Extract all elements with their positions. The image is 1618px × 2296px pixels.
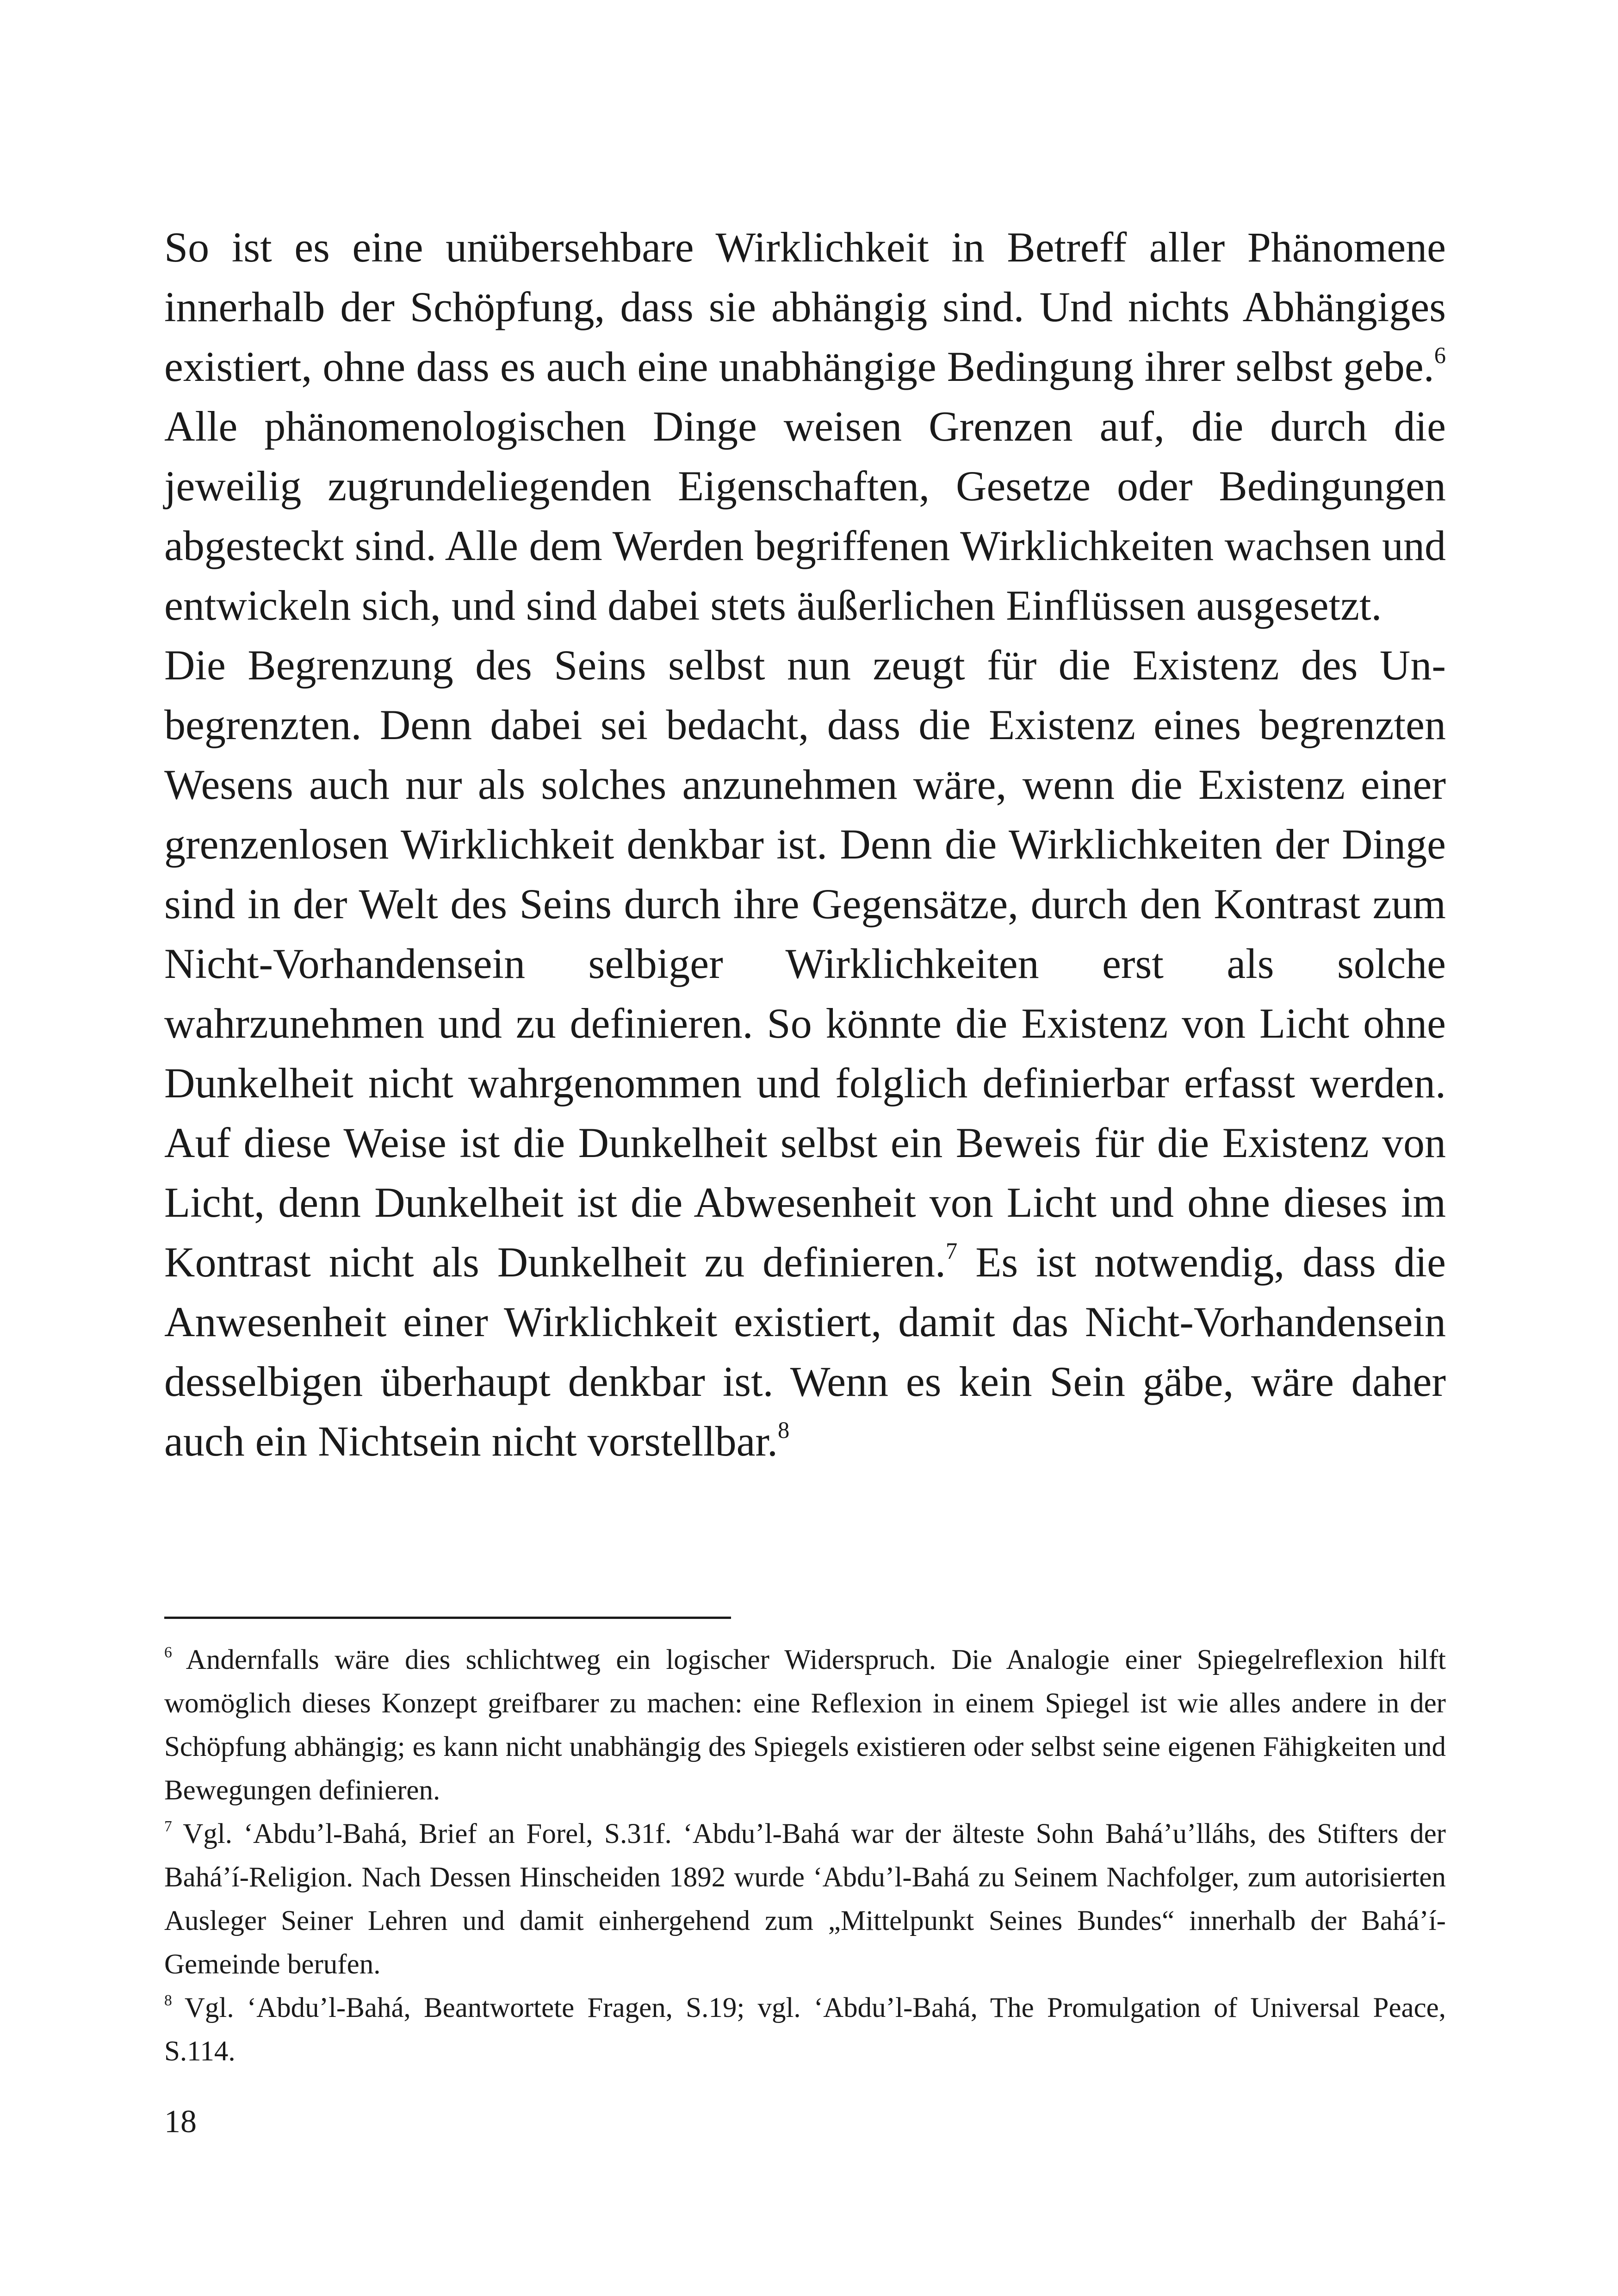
main-text bbox=[164, 218, 1446, 1471]
footnote-text: Vgl. ‘Abdu’l-Bahá, Brief an Forel, S.31f. ‘Abdu’l-Bahá war der älteste Sohn Bahá’u’lláhs, des Stifters der Bahá’í-Religion. Nach Dessen Hinscheiden 1892 wurde ‘Abdu’l-Bahá zu Seinem Nachfolger, zum autorisierten Ausleger Seiner Lehren und damit einhergehend zum „Mittelpunkt Seines Bundes“ innerhalb der Bahá’í-Gemeinde berufen. bbox=[164, 1818, 1446, 1980]
paragraph-2-text-b: Es ist notwendig, dass die Anwesenheit einer Wirklichkeit existiert, damit das Nicht-Vorhandensein desselbigen überhaupt denkbar ist. Wenn es kein Sein gäbe, wäre daher auch ein Nichtsein nicht vorstellbar. bbox=[164, 1238, 1446, 1465]
paragraph-1-text-a: So ist es eine unübersehbare Wirklichkeit in Betreff aller Phänomene innerhalb der Schöpfung, dass sie abhängig sind. Und nichts Abhängiges existiert, ohne dass es auch eine unabhängige Bedingung ihrer selbst gebe. bbox=[164, 224, 1446, 390]
footnote-number: 6 bbox=[164, 1643, 172, 1661]
footnote-text: Vgl. ‘Abdu’l-Bahá, Beantwortete Fragen, S.19; vgl. ‘Abdu’l-Bahá, The Promulgation of Universal Peace, S.114. bbox=[164, 1992, 1446, 2067]
footnote bbox=[164, 1812, 1446, 1986]
footnotes bbox=[164, 1638, 1446, 2073]
paragraph-2-text-a: Die Begrenzung des Seins selbst nun zeugt für die Existenz des Unbegrenzten. Denn dabei sei bedacht, dass die Existenz eines begrenzten Wesens auch nur als solches anzunehmen wäre, wenn die Existenz einer grenzenlosen Wirklichkeit denkbar ist. Denn die Wirklichkeiten der Dinge sind in der Welt des Seins durch ihre Gegensätze, durch den Kontrast zum Nicht-Vorhandensein selbiger Wirklichkeiten erst als solche wahrzunehmen und zu definieren. So könnte die Existenz von Licht ohne Dunkelheit nicht wahrgenommen und folglich definierbar erfasst werden. Auf diese Weise ist die Dunkelheit selbst ein Beweis für die Existenz von Licht, denn Dunkelheit ist die Abwesenheit von Licht und ohne dieses im Kontrast nicht als Dunkelheit zu definieren. bbox=[164, 641, 1446, 1286]
footnote bbox=[164, 1986, 1446, 2073]
paragraph-1 bbox=[164, 218, 1446, 635]
paragraph-2 bbox=[164, 635, 1446, 1471]
footnote bbox=[164, 1638, 1446, 1812]
page-number: 18 bbox=[164, 2104, 197, 2140]
footnote-ref-6: 6 bbox=[1434, 342, 1446, 369]
paragraph-1-text-b: Alle phänomenologischen Dinge weisen Grenzen auf, die durch die jeweilig zugrundeliegenden Eigenschaften, Gesetze oder Bedingungen abgesteckt sind. Alle dem Werden begriffenen Wirklichkeiten wachsen und entwickeln sich, und sind dabei stets äußerlichen Einflüssen ausgesetzt. bbox=[164, 403, 1446, 629]
footnote-text: Andernfalls wäre dies schlichtweg ein logischer Widerspruch. Die Analogie einer Spiegelreflexion hilft womöglich dieses Konzept greifbarer zu machen: eine Reflexion in einem Spiegel ist wie alles andere in der Schöpfung abhängig; es kann nicht unabhängig des Spiegels existieren oder selbst seine eigenen Fähigkeiten und Bewegungen definieren. bbox=[164, 1644, 1446, 1806]
footnote-number: 7 bbox=[164, 1817, 172, 1835]
footnote-ref-7: 7 bbox=[946, 1238, 958, 1264]
footnote-separator bbox=[164, 1617, 731, 1619]
footnote-ref-8: 8 bbox=[777, 1417, 790, 1444]
footnote-number: 8 bbox=[164, 1991, 172, 2009]
